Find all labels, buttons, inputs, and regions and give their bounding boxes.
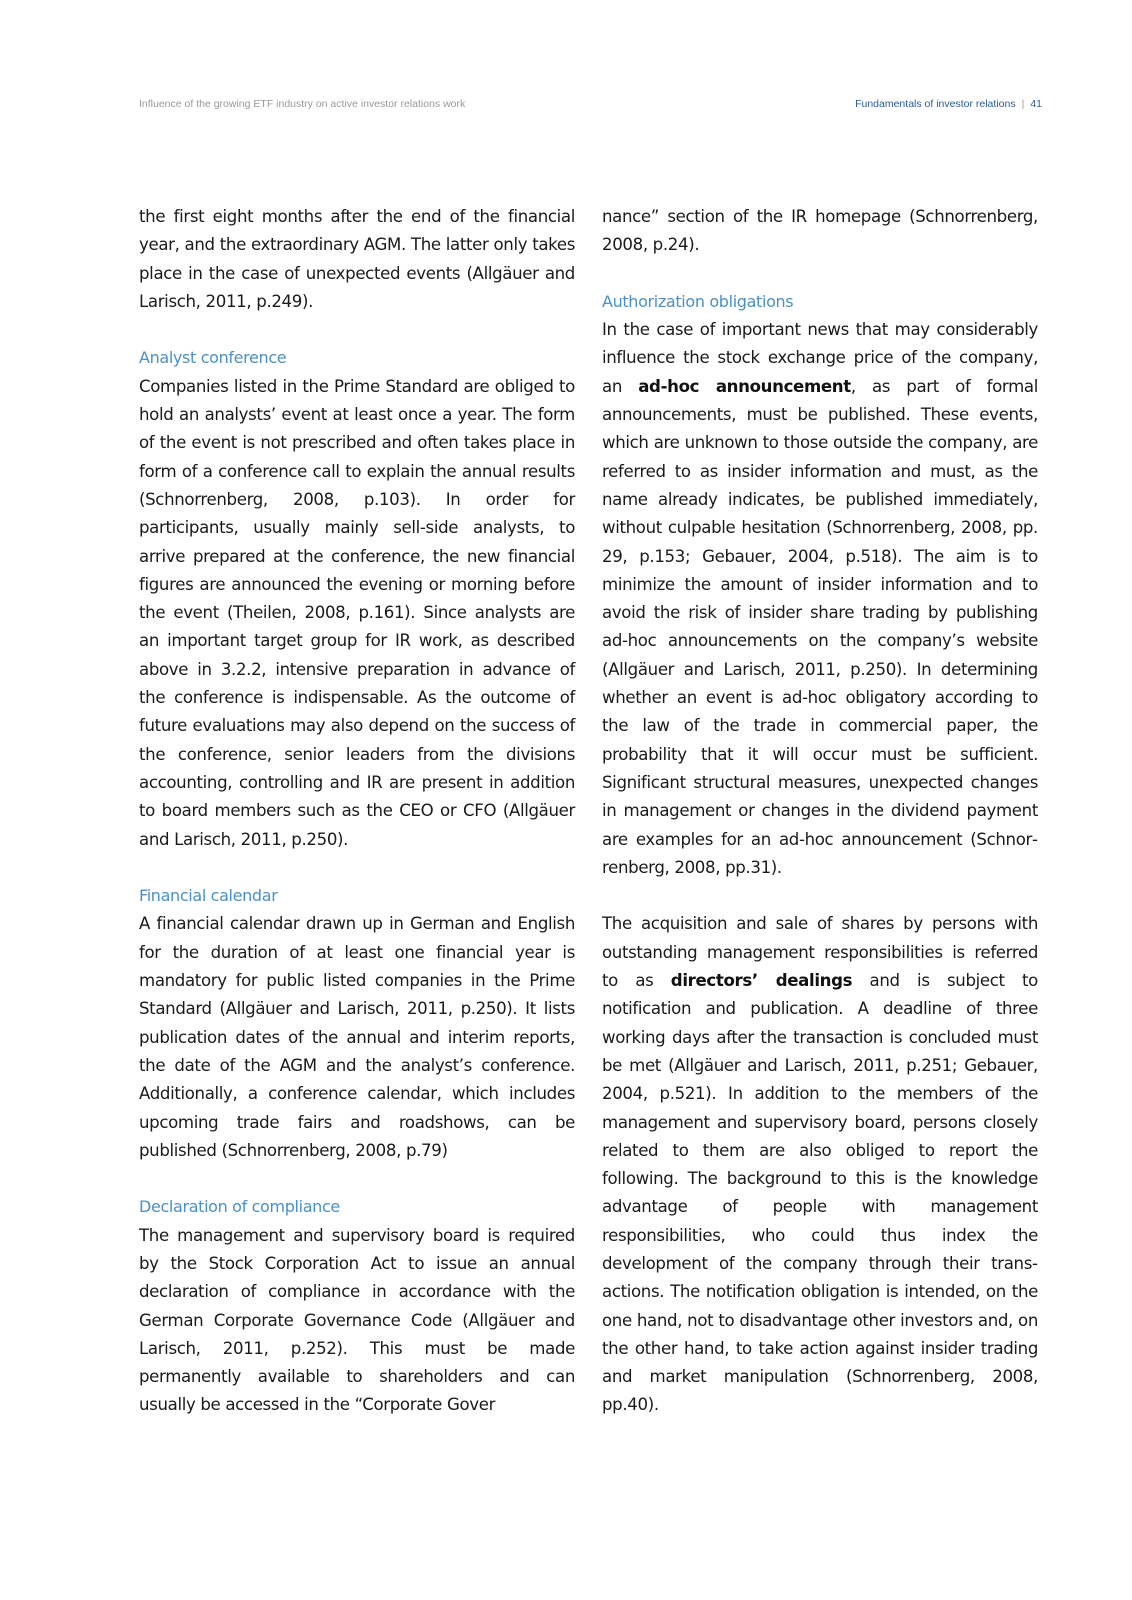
section-title: Fundamentals of investor relations (855, 98, 1016, 110)
term-ad-hoc-announcement: ad-hoc announcement (638, 376, 851, 396)
paragraph-gap (139, 1165, 575, 1193)
paragraph-financial-calendar: A financial calendar drawn up in German and English for the duration of at least one financial year is mandatory for public listed companies in the Prime Standard (Allgäuer and Larisch, 2011, p.250). It lists publication dates of the annual and interim reports, the date of the AGM and the analyst’s conference. Additionally, a conference calendar, which includes upcoming trade fairs and roadshows, can be published (Schnorrenberg, 2008, p.79) (139, 914, 575, 1160)
subheading-financial-calendar: Financial calendar (139, 886, 278, 906)
subheading-declaration-of-compliance: Declaration of compliance (139, 1197, 340, 1217)
paragraph-gap (139, 316, 575, 344)
right-column (602, 203, 1038, 1420)
header-separator: | (1021, 98, 1025, 110)
paragraph-directors-dealings (602, 910, 1038, 1419)
text-run: In the case of important news that may considerably influence the stock exchange price of the company, an (602, 320, 1038, 396)
running-header-title: Influence of the growing ETF industry on active investor relations work (139, 98, 466, 110)
paragraph-gap (602, 882, 1038, 910)
paragraph-compliance-continuation: nance” section of the IR homepage (Schnorrenberg, 2008, p.24). (602, 207, 1038, 255)
text-run: , as part of formal announcements, must be published. These events, which are unknown to those outside the company, are referred to as insider information and must, as the name already indicates, be published immediately, without culpable hesitation (Schnorrenberg, 2008, pp. 29, p.153; Gebauer, 2004, p.518). The aim is to minimize the amount of insider information and to avoid the risk of insider share trading by publishing ad-hoc announcements on the company’s website (Allgäuer and Larisch, 2011, p.250). In determining whether an event is ad-hoc obligatory according to the law of the trade in commercial paper, the probability that it will occur must be sufficient. Significant structural measures, unexpected changes in management or changes in the dividend payment are examples for an ad-hoc announcement (Schnorrenberg, 2008, pp.31). (602, 376, 1039, 877)
subheading-authorization-obligations: Authorization obligations (602, 291, 794, 311)
paragraph-analyst-conference: Companies listed in the Prime Standard are obliged to hold an analysts’ event at least once a year. The form of the event is not prescribed and often takes place in form of a conference call to explain the annual results (Schnorrenberg, 2008, p.103). In order for participants, usually mainly sell-side analysts, to arrive prepared at the conference, the new financial figures are announced the evening or morning before the event (Theilen, 2008, p.161). Since analysts are an important target group for IR work, as described above in 3.2.2, intensive preparation in advance of the conference is indispensable. As the outcome of future evaluations may also depend on the success of the conference, senior leaders from the divisions accounting, controlling and IR are present in addition to board members such as the CEO or CFO (Allgäuer and Larisch, 2011, p.250). (139, 376, 575, 849)
left-column (139, 203, 575, 1420)
text-run: and is subject to notification and publication. A deadline of three working days after the transaction is concluded must be met (Allgäuer and Larisch, 2011, p.251; Gebauer, 2004, p.521). In addition to the members of the management and supervisory board, persons closely related to them are also obliged to report the following. The background to this is the knowledge advantage of people with management responsibilities, who could thus index the development of the company through their transactions. The notification obligation is intended, on the one hand, not to disadvantage other investors and, on the other hand, to take action against insider trading and market manipulation (Schnorrenberg, 2008, pp.40). (602, 971, 1038, 1415)
running-header (139, 98, 1042, 114)
subheading-analyst-conference: Analyst conference (139, 348, 287, 368)
page-number: 41 (1030, 98, 1042, 110)
paragraph-authorization-obligations (602, 316, 1038, 882)
running-header-section (855, 98, 1042, 110)
term-directors-dealings: directors’ dealings (670, 971, 853, 991)
paragraph-gap (139, 854, 575, 882)
paragraph-declaration-of-compliance: The management and supervisory board is required by the Stock Corporation Act to issue an annual declaration of compliance in accordance with the German Corporate Governance Code (Allgäuer and Larisch, 2011, p.252). This must be made permanently available to shareholders and can usually be accessed in the “Corporate Gover (139, 1225, 575, 1415)
paragraph-gap (602, 260, 1038, 288)
text-run: The acquisition and sale of shares by persons with outstanding management responsibilities is referred to as (602, 914, 1038, 991)
paragraph-agm-continuation: the first eight months after the end of the financial year, and the extraordinary AGM. The latter only takes place in the case of unexpected events (Allgäuer and Larisch, 2011, p.249). (139, 207, 575, 311)
